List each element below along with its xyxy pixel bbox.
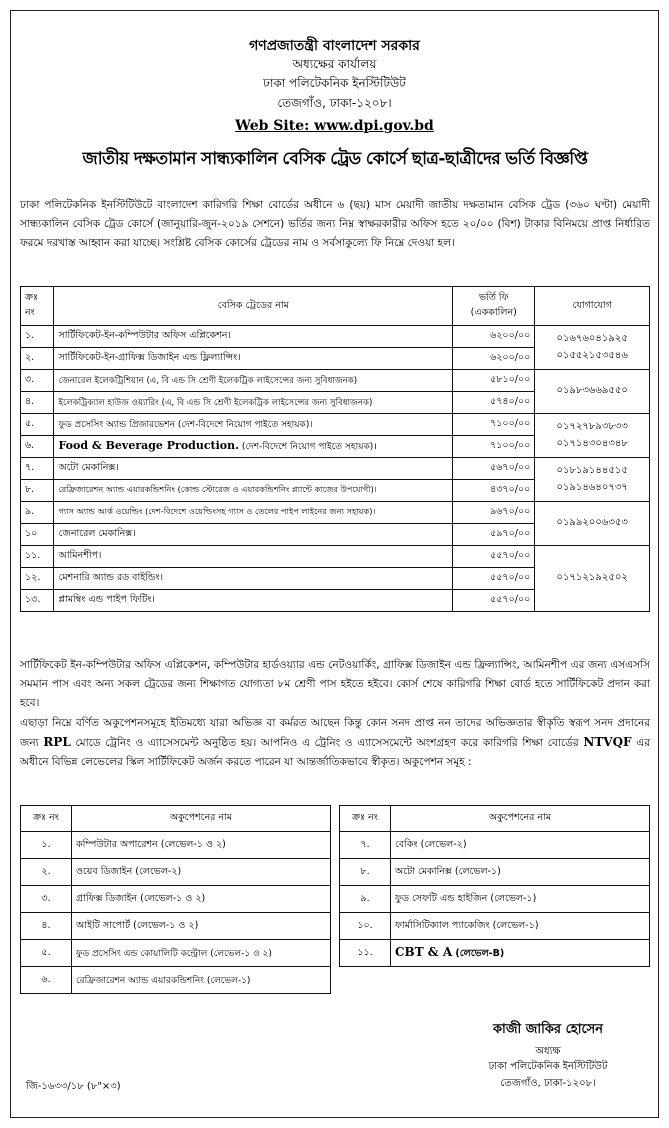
row-fee: ৫৫৭০/০০: [453, 590, 535, 612]
row-no: ১.: [21, 326, 54, 348]
row-no: ১৩.: [21, 590, 54, 612]
occupation-no: ৯.: [340, 886, 391, 913]
header-occupation-left: অকুপেশনের নাম: [72, 806, 331, 832]
row-no: ৩.: [21, 370, 54, 392]
website-link[interactable]: Web Site: www.dpi.gov.bd: [235, 118, 434, 134]
row-trade-name: সার্টিফিকেট-ইন-কম্পিউটার অফিস এপ্লিকেশন।: [54, 326, 453, 348]
row-fee: ৪৩৭০/০০: [453, 480, 535, 502]
contact-phone: ০১৬৭৬০৪১৯২৫ ০১৫৫২১৫৩৫৪৬: [535, 326, 650, 370]
signatory-address: তেজগাঁও, ঢাকা-১২০৮।: [500, 1078, 596, 1089]
occupation-no: ১.: [21, 832, 72, 859]
row-trade-name: [54, 436, 453, 458]
signatory-org: ঢাকা পলিটেকনিক ইনস্টিটিউট: [488, 1061, 608, 1072]
occupation-no: ৮.: [340, 859, 391, 886]
occupation-name: কম্পিউটার অপারেশন (লেভেল-১ ও ২): [72, 832, 331, 859]
row-trade-name: অটো মেকানিক্স।: [54, 458, 453, 480]
header-fee: ভর্তি ফি (এককালিন): [453, 287, 535, 326]
occupation-name: বেকিং (লেভেল-২): [391, 832, 650, 859]
institute-name: ঢাকা পলিটেকনিক ইনস্টিটিউট: [263, 76, 406, 90]
notice-headline: জাতীয় দক্ষতামান সান্ধ্যকালিন বেসিক ট্রেড কোর্সে ছাত্র-ছাত্রীদের ভর্তি বিজ্ঞপ্তি: [82, 149, 588, 169]
row-fee: ৬২০০/০০: [453, 348, 535, 370]
table-row: [21, 967, 650, 994]
occupation-name: ফুড সেফটি এন্ড হাইজিন (লেভেল-১): [391, 886, 650, 913]
row-fee: ৫৬৭০/০০: [453, 458, 535, 480]
row-no: ২.: [21, 348, 54, 370]
row-fee: ৫৭৪০/০০: [453, 392, 535, 414]
trade-table: [20, 286, 650, 612]
occupation-name: ওয়েব ডিজাইন (লেভেল-২): [72, 859, 331, 886]
rpl-paragraph: [20, 714, 650, 772]
occupation-name: অটো মেকানিক্স (লেভেল-১): [391, 859, 650, 886]
contact-phone: ০১৯৮৩৬৬৯৫৫০: [535, 370, 650, 414]
table-row: [21, 832, 650, 859]
occupation-name: আইটি সাপোর্ট (লেভেল-১ ও ২): [72, 913, 331, 940]
row-no: ৮.: [21, 480, 54, 502]
rpl-text-3: এর অধীনে বিভিন্ন লেভেলের স্কিল সার্টিফিকেট অর্জন করতে পারেন যা আন্তর্জাতিকভাবে স্বীকৃত। অকুপেশন সমূহ :: [20, 737, 650, 768]
row-trade-name: জেনারেল মেকানিক্স।: [54, 524, 453, 546]
contact-phone: ০১৯৯২০০৬৩৫৩: [535, 502, 650, 546]
row-trade-name: গ্যাস অ্যান্ড আর্ক ওয়েল্ডিং (দেশ-বিদেশে ওয়েল্ডিংসহ গ্যাস ও তেলের পাইপ লাইনের জন্য সহায়ক)।: [54, 502, 453, 524]
row-trade-name: মেশনারি অ্যান্ড রড বাইন্ডিং।: [54, 568, 453, 590]
header-contact: যোগাযোগ: [535, 287, 650, 326]
occupation-name-bn: (লেভেল-B): [452, 947, 505, 959]
row-no: ১১.: [21, 546, 54, 568]
row-no: ৭.: [21, 458, 54, 480]
table-row: [21, 546, 650, 568]
govt-title: গণপ্রজাতন্ত্রী বাংলাদেশ সরকার: [249, 38, 420, 54]
eligibility-paragraph: সার্টিফিকেট ইন-কম্পিউটার অফিস এপ্লিকেশন, কম্পিউটার হার্ডওয়্যার এন্ড নেটওয়ার্কিং, গ্রাফিক্স ডিজাইন এন্ড ফ্রিল্যান্সিং, আমিনশীপ এর জন্য এসএসসি সমমান পাস এবং অন্য সকল ট্রেডের জন্য শিক্ষাগত যোগ্যতা ৮ম শ্রেণী পাস হইতে হইবে। কোর্স শেষে কারিগরি শিক্ষা বোর্ড হতে সার্টিফিকেট প্রদান করা হবে।: [20, 659, 650, 709]
institute-address: তেজগাঁও, ঢাকা-১২০৮।: [277, 96, 392, 110]
occupation-no: ১১.: [340, 940, 391, 967]
occupation-name: ফুড প্রসেসিং এন্ড কোয়ালিটি কন্ট্রোল (লেভেল-১ ও ২): [72, 940, 331, 967]
row-no: ৪.: [21, 392, 54, 414]
row-trade-name: রেফ্রিজারেশন অ্যান্ড এয়ারকন্ডিশনিং (কোল্ড স্টোরেজ ও এয়ারকন্ডিশনিং প্ল্যান্টে কাজের উপযোগী)।: [54, 480, 453, 502]
row-trade-name: প্লামম্বিং এন্ড পাইপ ফিটিং।: [54, 590, 453, 612]
occupation-no: ২.: [21, 859, 72, 886]
occupation-name: রেফ্রিজারেশন অ্যান্ড এয়ারকন্ডিশনিং (লেভেল-১): [72, 967, 331, 994]
table-row: [21, 913, 650, 940]
row-trade-name: ইলেকট্রিক্যাল হাউজ ওয়্যারিং (এ, বি এন্ড সি শ্রেণী ইলেকট্রিক লাইসেন্সের জন্য সুবিধাজনক): [54, 392, 453, 414]
row-trade-name-bn: (দেশ-বিদেশে নিয়োগ পাইতে সহায়ক)।: [238, 442, 377, 452]
row-fee: ৯৬৭০/০০: [453, 502, 535, 524]
signatory-name: কাজী জাকির হোসেন: [492, 1022, 604, 1037]
signatory-title: অধ্যক্ষ: [535, 1046, 561, 1057]
occupation-no: ৫.: [21, 940, 72, 967]
header-occupation-right: অকুপেশনের নাম: [391, 806, 650, 832]
table-row: [21, 886, 650, 913]
header-no-right: ক্রঃ নং: [340, 806, 391, 832]
row-fee: ৫৫৭০/০০: [453, 546, 535, 568]
row-fee: ৫৯৭০/০০: [453, 524, 535, 546]
row-no: ১২.: [21, 568, 54, 590]
row-trade-name: আমিনশীপ।: [54, 546, 453, 568]
reference-number: জি-১৬৩৩/১৮ (৮"×৩): [26, 1081, 121, 1092]
occupation-name: গ্রাফিক্স ডিজাইন (লেভেল-১ ও ২): [72, 886, 331, 913]
row-fee: ৫৮১০/০০: [453, 370, 535, 392]
row-fee: ৭১০০/০০: [453, 436, 535, 458]
contact-phone: ০১৮১৯১৪৪৫১৫ ০১৯১৪৬৪০৭৩৭: [535, 458, 650, 502]
occupation-name-en: CBT & A: [395, 944, 453, 959]
row-trade-name: সার্টিফিকেট-ইন-গ্রাফিক্স ডিজাইন এন্ড ফ্লিল্যান্সিং।: [54, 348, 453, 370]
contact-phone: ০১৭২৭৮৯৩৮৩৩ ০১৭১৪৩০৪৩৪৮: [535, 414, 650, 458]
row-trade-name-en: Food & Beverage Production.: [58, 439, 239, 452]
row-fee: ৭১০০/০০: [453, 414, 535, 436]
office-title: অধ্যক্ষের কার্যালয়: [292, 57, 377, 71]
table-row: [21, 326, 650, 348]
table-row: [21, 940, 650, 967]
ntvqf-keyword: NTVQF: [583, 735, 632, 749]
occupation-table: [20, 805, 650, 994]
contact-phone: ০১৭১২১৯২৫০২: [535, 546, 650, 612]
table-row: [21, 859, 650, 886]
table-row: [21, 370, 650, 392]
row-no: ৯.: [21, 502, 54, 524]
occupation-name: [391, 940, 650, 967]
table-row: [21, 458, 650, 480]
rpl-text-2: মোডে ট্রেনিং ও এ্যাসেসমেন্ট অনুষ্ঠিত হয়। আপনিও এ ট্রেনিং ও এ্যাসেসমেন্টে অংশগ্রহণ করে কারিগরি শিক্ষা বোর্ডের: [70, 737, 584, 749]
intro-paragraph: ঢাকা পলিটেকনিক ইনস্টিটিউটে বাংলাদেশ কারিগরি শিক্ষা বোর্ডের অধীনে ৬ (ছয়) মাস মেয়াদী জাতীয় দক্ষতামান বেসিক ট্রেড (৩৬০ ঘণ্টা) মেয়াদী সান্ধ্যকালিন বেসিক ট্রেড কোর্সে (জানুয়ারি-জুন-২০১৯ সেশনে) ভর্তির জন্য নিম্ন স্বাক্ষরকারীর অফিস হতে ২০/০০ (বিশ) টাকার বিনিময়ে প্রাপ্ত নির্ধারিত ফরমে দরখাস্ত আহ্বান করা যাচ্ছে। সংশ্লিষ্ট বেসিক কোর্সের ট্রেডের নাম ও সর্বসাকুল্যে ফি নিম্নে দেওয়া হল।: [20, 199, 650, 249]
occupation-name: ফার্মাসিটিক্যাল প্যাকেজিং (লেভেল-১): [391, 913, 650, 940]
occupation-no: ১০.: [340, 913, 391, 940]
row-no: ৬.: [21, 436, 54, 458]
row-fee: ৬২০০/০০: [453, 326, 535, 348]
row-trade-name: ফুড প্রসেসিং অ্যান্ড প্রিজারভেশন (দেশ-বিদেশে নিয়োগ পাইতে সহায়ক)।: [54, 414, 453, 436]
row-trade-name: জেনারেল ইলেকট্রিশিয়ান (এ, বি এন্ড সি শ্রেণী ইলেকট্রিক লাইসেন্সের জন্য সুবিধাজনক): [54, 370, 453, 392]
table-row: [21, 502, 650, 524]
occupation-no: ৪.: [21, 913, 72, 940]
occupation-table-header: [21, 806, 650, 832]
row-no: ১০: [21, 524, 54, 546]
row-no: ৫.: [21, 414, 54, 436]
rpl-text-1: এছাড়া নিম্নে বর্ণিত অকুপেশনসমূহে ইতিমধ্যে যারা অভিজ্ঞ বা কর্মরত আছেন কিন্তু কোন সনদ প্রাপ্ত নন তাদের অভিজ্ঞতার স্বীকৃতি স্বরূপ সনদ প্রদানের জন্য: [20, 717, 650, 749]
occupation-no: ৬.: [21, 967, 72, 994]
table-row: [21, 414, 650, 436]
row-fee: ৫৫৭০/০০: [453, 568, 535, 590]
rpl-keyword: RPL: [43, 735, 71, 749]
header-no: ক্রঃ নং: [21, 287, 54, 326]
header-trade-name: বেসিক ট্রেডের নাম: [54, 287, 453, 326]
occupation-no: ৩.: [21, 886, 72, 913]
trade-table-header: [21, 287, 650, 326]
header-no-left: ক্রঃ নং: [21, 806, 72, 832]
occupation-no: ৭.: [340, 832, 391, 859]
